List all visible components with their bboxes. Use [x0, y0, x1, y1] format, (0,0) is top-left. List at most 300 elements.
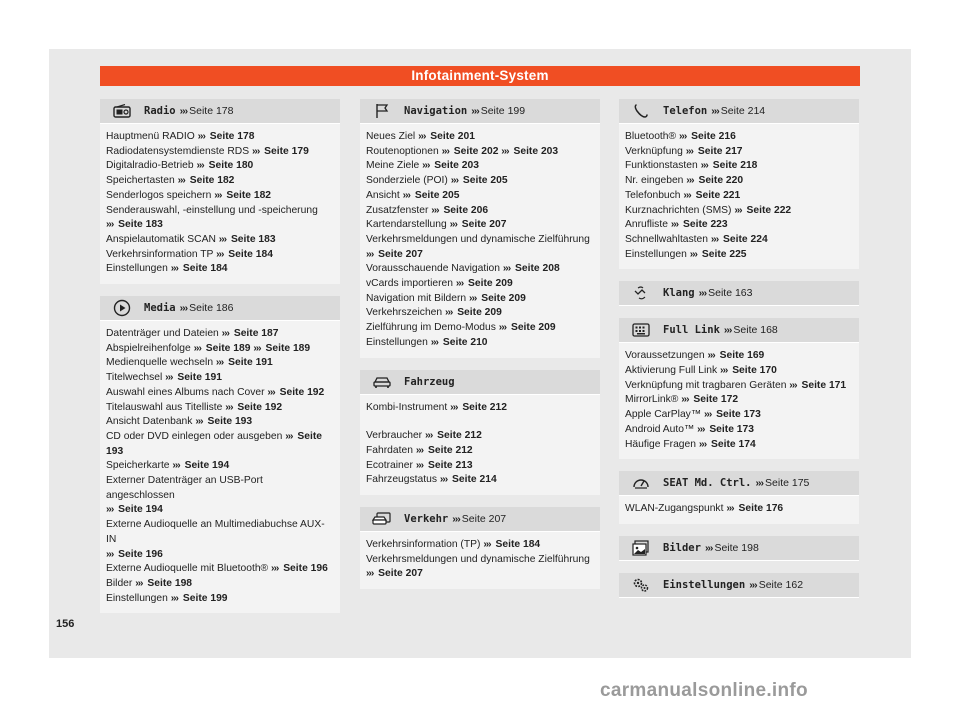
toc-entry-label: Apple CarPlay™ [625, 409, 702, 421]
toc-entry [625, 379, 853, 394]
toc-entry-label: Kombi-Instrument [366, 401, 448, 413]
toc-entry [366, 174, 594, 189]
toc-entry-label: Ansicht Datenbank [106, 416, 193, 428]
page-reference[interactable]: ››› Seite 221 [683, 189, 741, 201]
toc-entry [106, 401, 334, 416]
toc-entry-label: Nr. eingeben [625, 175, 684, 187]
toc-entry [366, 538, 594, 553]
toc-entry [366, 189, 594, 204]
toc-entry-label: Routenoptionen [366, 145, 439, 157]
arrow-glyph: ››› [215, 357, 224, 369]
section-verkehr [360, 507, 600, 589]
toc-entry-label: Bluetooth® [625, 131, 677, 142]
arrow-glyph: ››› [172, 460, 180, 472]
toc-entry-label: Sonderziele (POI) [366, 175, 448, 187]
toc-entry-label: Medienquelle wechseln [106, 357, 214, 369]
toc-entry [625, 174, 853, 189]
toc-entry-label: Einstellungen [366, 336, 428, 348]
arrow-glyph: ››› [450, 401, 458, 413]
toc-entry-label: Speichertasten [106, 175, 175, 187]
toc-entry-label: Zusatzfenster [366, 204, 429, 216]
toc-entry [106, 130, 334, 145]
page-reference[interactable]: ››› Seite 196 [271, 563, 328, 575]
section-name: Radio [144, 105, 176, 117]
section-header [619, 536, 859, 561]
page-reference[interactable]: ››› Seite 184 [170, 263, 228, 275]
page-reference[interactable]: ››› Seite 223 [670, 219, 728, 231]
keyboard-icon [631, 322, 651, 338]
toc-entry [366, 204, 594, 219]
page-reference[interactable]: ››› Seite 201 [418, 131, 475, 142]
arrow-glyph: ››› [106, 548, 114, 560]
arrow-glyph: ››› [789, 379, 797, 391]
toc-entry-label: Android Auto™ [625, 423, 695, 435]
page-reference[interactable]: ››› Seite 207 [366, 248, 423, 260]
toc-entry [106, 459, 334, 474]
section-name: Navigation [404, 105, 468, 117]
toc-entry [366, 553, 594, 582]
toc-entry-label: Auswahl eines Albums nach Cover [106, 386, 265, 398]
page-reference[interactable]: ››› Seite 182 [177, 175, 235, 187]
page-reference[interactable]: ››› Seite 209 [445, 307, 502, 319]
toc-entry [625, 393, 853, 408]
toc-entry [366, 277, 594, 292]
section-name: Verkehr [404, 513, 449, 526]
toc-entry-label: Verknüpfung mit tragbaren Geräten [625, 379, 787, 391]
toc-entry-label: Navigation mit Bildern [366, 292, 467, 304]
toc-entry-label: Verbraucher [366, 430, 423, 442]
toc-entry-label: Neues Ziel [366, 131, 416, 142]
flag-icon [372, 103, 392, 119]
page-reference[interactable]: ››› Seite 198 [135, 577, 193, 589]
page-reference[interactable]: ››› Seite 193 [106, 430, 322, 457]
arrow-glyph: ››› [755, 477, 764, 490]
toc-entry [366, 459, 594, 474]
page-reference[interactable]: ››› Seite 180 [196, 160, 254, 172]
page-reference[interactable]: ››› Seite 222 [734, 204, 792, 216]
phone-icon [631, 103, 651, 119]
toc-entry [106, 189, 334, 204]
section-seatmdctrl [619, 471, 859, 524]
section-einstellungen [619, 573, 859, 598]
arrow-glyph: ››› [418, 131, 426, 142]
toc-entry [106, 145, 334, 160]
arrow-glyph: ››› [177, 175, 185, 187]
gauge-icon [631, 475, 651, 491]
section-header [100, 99, 340, 124]
arrow-glyph: ››› [196, 160, 204, 172]
arrow-glyph: ››› [439, 474, 448, 486]
toc-entry-label: Ecotrainer [366, 459, 413, 471]
page-reference[interactable]: ››› Seite 217 [685, 145, 743, 157]
arrow-glyph: ››› [683, 189, 691, 201]
toc-entry [106, 562, 334, 577]
toc-entry [106, 577, 334, 592]
arrow-glyph: ››› [193, 342, 201, 354]
toc-entry [625, 233, 853, 248]
arrow-glyph: ››› [502, 263, 511, 275]
arrow-glyph: ››› [225, 401, 233, 413]
page-reference[interactable]: ››› Seite 191 [215, 357, 273, 369]
toc-entry [625, 130, 853, 145]
toc-entry [106, 356, 334, 371]
page-reference[interactable]: ››› Seite 209 [455, 278, 513, 290]
page-reference[interactable]: ››› Seite 207 [366, 568, 423, 580]
toc-entry [625, 145, 853, 160]
play-icon [112, 300, 132, 316]
page-reference[interactable]: ››› Seite 212 [415, 444, 473, 456]
toc-entry-label: Bilder [106, 577, 133, 589]
toc-entry-label: Aktivierung Full Link [625, 365, 718, 377]
section-header [619, 471, 859, 496]
page-reference[interactable]: ››› Seite 202 [441, 145, 499, 157]
section-header [619, 99, 859, 124]
toc-entry-label: Radiodatensystemdienste RDS [106, 145, 250, 157]
section-name: SEAT Md. Ctrl. [663, 477, 752, 490]
arrow-glyph: ››› [686, 175, 694, 187]
page-reference[interactable]: ››› Seite 189 [193, 342, 251, 354]
page-reference[interactable]: ››› Seite 224 [710, 233, 768, 245]
page-reference[interactable]: ››› Seite 206 [431, 204, 489, 216]
section-ref[interactable]: ››› Seite 175 [755, 477, 810, 490]
arrow-glyph: ››› [170, 263, 178, 275]
toc-entry [106, 248, 334, 263]
page-reference[interactable]: ››› Seite 182 [214, 189, 272, 201]
toc-entry-label: Hauptmenü RADIO [106, 131, 195, 142]
toc-entry-label: Verkehrszeichen [366, 307, 443, 319]
page-reference[interactable]: ››› Seite 225 [689, 248, 747, 260]
section-ref[interactable]: ››› Seite 162 [749, 578, 804, 591]
section-fahrzeug [360, 370, 600, 496]
column-left [100, 99, 340, 625]
section-ref[interactable]: ››› Seite 207 [452, 513, 507, 526]
section-name: Media [144, 302, 176, 315]
section-body [360, 395, 600, 496]
toc-entry-label: Kurznachrichten (SMS) [625, 204, 732, 216]
arrow-glyph: ››› [501, 145, 509, 157]
toc-entry-label: Telefonbuch [625, 189, 681, 201]
arrow-glyph: ››› [402, 189, 410, 201]
arrow-glyph: ››› [469, 292, 477, 304]
spacer [366, 415, 594, 429]
page-reference[interactable]: ››› Seite 216 [678, 131, 736, 142]
section-header [360, 370, 600, 395]
toc-entry-label: Einstellungen [625, 248, 687, 260]
page-reference[interactable]: ››› Seite 170 [720, 365, 777, 377]
page-reference[interactable]: ››› Seite 212 [450, 401, 507, 413]
section-media [100, 296, 340, 613]
section-ref[interactable]: ››› Seite 198 [704, 541, 759, 554]
arrow-glyph: ››› [106, 504, 114, 516]
arrow-glyph: ››› [450, 175, 459, 187]
section-ref[interactable]: ››› Seite 168 [723, 324, 778, 337]
toc-entry [366, 444, 594, 459]
section-name: Einstellungen [663, 578, 746, 591]
page-reference[interactable]: ››› Seite 193 [195, 416, 253, 428]
toc-entry-label: Externe Audioquelle an Multimediabuchse AUX-IN [106, 519, 325, 545]
toc-entry [366, 262, 594, 277]
toc-entry-label: Funktionstasten [625, 160, 698, 172]
arrow-glyph: ››› [726, 503, 734, 515]
arrow-glyph: ››› [711, 105, 719, 117]
toc-entry [366, 429, 594, 444]
section-ref[interactable]: ››› Seite 178 [179, 105, 234, 117]
toc-entry-label: Verkehrsinformation TP [106, 248, 214, 260]
section-header [360, 99, 600, 124]
toc-entry-label: Verkehrsmeldungen und dynamische Zielführung [366, 553, 590, 565]
page-reference[interactable]: ››› Seite 192 [267, 386, 325, 398]
toc-entry [625, 159, 853, 174]
arrow-glyph: ››› [704, 409, 712, 421]
toc-entry [106, 386, 334, 401]
picture-icon [631, 540, 651, 556]
arrow-glyph: ››› [455, 278, 464, 290]
arrow-glyph: ››› [267, 386, 275, 398]
arrow-glyph: ››› [678, 131, 687, 142]
column-right [619, 99, 859, 610]
section-navigation [360, 99, 600, 358]
toc-entry [625, 189, 853, 204]
settings-gears-icon [631, 577, 651, 593]
arrow-glyph: ››› [214, 189, 222, 201]
section-ref[interactable]: ››› Seite 199 [471, 105, 526, 117]
arrow-glyph: ››› [685, 145, 693, 157]
page-reference[interactable]: ››› Seite 173 [704, 409, 761, 421]
arrow-glyph: ››› [253, 342, 261, 354]
arrow-glyph: ››› [720, 365, 728, 377]
page-reference[interactable]: ››› Seite 209 [469, 292, 526, 304]
column-middle [360, 99, 600, 601]
arrow-glyph: ››› [698, 438, 707, 450]
section-name: Bilder [663, 541, 701, 554]
section-bilder [619, 536, 859, 561]
toc-entry [106, 233, 334, 248]
page-reference[interactable]: ››› Seite 220 [686, 175, 744, 187]
arrow-glyph: ››› [431, 204, 439, 216]
arrow-glyph: ››› [707, 350, 715, 362]
section-body [100, 124, 340, 284]
toc-entry [366, 473, 594, 488]
arrow-glyph: ››› [366, 248, 374, 260]
section-body [100, 321, 340, 613]
toc-entry [625, 423, 853, 438]
toc-entry [106, 592, 334, 607]
page-reference[interactable]: ››› Seite 214 [439, 474, 497, 486]
toc-entry [625, 408, 853, 423]
toc-entry-label: Anrufliste [625, 219, 668, 231]
arrow-glyph: ››› [445, 307, 453, 319]
toc-entry-label: Titelauswahl aus Titelliste [106, 401, 223, 413]
toc-entry-label: Externer Datenträger an USB-Port angeschlossen [106, 475, 263, 501]
page-reference[interactable]: ››› Seite 194 [172, 460, 230, 472]
page-reference[interactable]: ››› Seite 189 [253, 342, 311, 354]
toc-entry [366, 401, 594, 416]
toc-entry-label: Kartendarstellung [366, 219, 447, 231]
section-telefon [619, 99, 859, 269]
arrow-glyph: ››› [415, 444, 424, 456]
page-reference[interactable]: ››› Seite 209 [498, 322, 556, 334]
toc-entry-label: Externe Audioquelle mit Bluetooth® [106, 563, 269, 575]
toc-entry-label: Vorausschauende Navigation [366, 263, 500, 275]
page-reference[interactable]: ››› Seite 192 [225, 401, 283, 413]
arrow-glyph: ››› [452, 513, 460, 526]
toc-entry-label: Verkehrsinformation (TP) [366, 539, 481, 551]
section-ref[interactable]: ››› Seite 186 [179, 302, 234, 315]
toc-entry [106, 415, 334, 430]
toc-entry-label: Datenträger und Dateien [106, 328, 219, 340]
arrow-glyph: ››› [704, 541, 713, 554]
arrow-glyph: ››› [710, 233, 719, 245]
toc-entry [625, 438, 853, 453]
toc-entry-label: Einstellungen [106, 592, 168, 604]
section-name: Telefon [663, 105, 708, 117]
page-reference[interactable]: ››› Seite 174 [698, 438, 756, 450]
arrow-glyph: ››› [415, 459, 424, 471]
toc-entry [625, 502, 853, 517]
page-reference[interactable]: ››› Seite 176 [726, 503, 784, 515]
page-reference[interactable]: ››› Seite 183 [106, 219, 163, 231]
toc-entry-label: Abspielreihenfolge [106, 342, 191, 354]
section-header [619, 281, 859, 306]
toc-entry [625, 248, 853, 263]
toc-entry-label: Anspielautomatik SCAN [106, 233, 216, 245]
page-reference[interactable]: ››› Seite 203 [501, 145, 559, 157]
arrow-glyph: ››› [251, 145, 260, 157]
toc-entry-label: Schnellwahltasten [625, 233, 708, 245]
toc-entry-label: Fahrzeugstatus [366, 474, 437, 486]
section-body [619, 124, 859, 269]
page-reference[interactable]: ››› Seite 183 [218, 233, 276, 245]
page-reference[interactable]: ››› Seite 171 [789, 379, 847, 391]
arrow-glyph: ››› [195, 416, 203, 428]
toc-entry [366, 292, 594, 307]
page-reference[interactable]: ››› Seite 205 [450, 175, 508, 187]
page-reference[interactable]: ››› Seite 213 [415, 459, 473, 471]
toc-entry-label: Meine Ziele [366, 160, 420, 172]
arrow-glyph: ››› [221, 328, 229, 340]
section-header [619, 318, 859, 343]
arrow-glyph: ››› [697, 423, 705, 435]
page-reference[interactable]: ››› Seite 199 [170, 592, 228, 604]
toc-entry [366, 321, 594, 336]
page-reference[interactable]: ››› Seite 218 [700, 160, 758, 172]
arrow-glyph: ››› [179, 302, 188, 315]
toc-entry-label: Digitalradio-Betrieb [106, 160, 194, 172]
toc-entry [106, 474, 334, 518]
arrow-glyph: ››› [422, 160, 430, 172]
section-body [619, 496, 859, 524]
page-reference[interactable]: ››› Seite 173 [697, 423, 754, 435]
page-reference[interactable]: ››› Seite 210 [430, 336, 488, 348]
arrow-glyph: ››› [441, 145, 449, 157]
section-header [100, 296, 340, 321]
toc-entry [106, 342, 334, 357]
toc-entry-label: CD oder DVD einlegen oder ausgeben [106, 430, 283, 442]
page-reference[interactable]: ››› Seite 196 [106, 548, 163, 560]
section-header [360, 507, 600, 532]
page-reference[interactable]: ››› Seite 212 [424, 430, 482, 442]
toc-entry [625, 364, 853, 379]
arrow-glyph: ››› [197, 131, 205, 142]
toc-entry [106, 518, 334, 562]
toc-entry [366, 218, 594, 233]
toc-entry-label: Titelwechsel [106, 372, 163, 384]
toc-entry [366, 306, 594, 321]
watermark: carmanualsonline.info [600, 680, 808, 701]
arrow-glyph: ››› [749, 578, 757, 591]
page-reference[interactable]: ››› Seite 169 [707, 350, 765, 362]
arrow-glyph: ››› [216, 248, 224, 260]
toc-entry [625, 218, 853, 233]
toc-entry [106, 430, 334, 459]
arrow-glyph: ››› [723, 324, 732, 337]
section-ref[interactable]: ››› Seite 163 [698, 287, 753, 300]
toc-entry [106, 327, 334, 342]
toc-entry-label: Einstellungen [106, 263, 168, 275]
toc-entry [366, 336, 594, 351]
section-name: Fahrzeug [404, 375, 455, 388]
toc-entry-label: WLAN-Zugangspunkt [625, 503, 724, 515]
toc-entry [625, 349, 853, 364]
toc-entry-label: Senderauswahl, -einstellung und -speicherung [106, 204, 318, 216]
section-fulllink [619, 318, 859, 459]
page-reference[interactable]: ››› Seite 178 [197, 131, 255, 142]
arrow-glyph: ››› [681, 394, 689, 406]
toc-entry [366, 145, 594, 160]
toc-entry-label: Speicherkarte [106, 460, 170, 472]
page-reference[interactable]: ››› Seite 184 [483, 539, 541, 551]
page-reference[interactable]: ››› Seite 172 [681, 394, 739, 406]
toc-entry [106, 262, 334, 277]
toc-entry-label: Senderlogos speichern [106, 189, 212, 201]
page-reference[interactable]: ››› Seite 187 [221, 328, 279, 340]
page-reference[interactable]: ››› Seite 194 [106, 504, 163, 516]
toc-entry-label: Ansicht [366, 189, 400, 201]
page-reference[interactable]: ››› Seite 207 [449, 219, 507, 231]
page-reference[interactable]: ››› Seite 205 [402, 189, 460, 201]
page-reference[interactable]: ››› Seite 191 [165, 372, 222, 384]
toc-entry-label: Voraussetzungen [625, 350, 705, 362]
section-name: Klang [663, 287, 695, 300]
arrow-glyph: ››› [366, 568, 374, 580]
section-name: Full Link [663, 324, 720, 337]
toc-entry [106, 159, 334, 174]
arrow-glyph: ››› [271, 563, 279, 575]
toc-entry-label: MirrorLink® [625, 394, 679, 406]
section-header [619, 573, 859, 598]
toc-entry-label: Häufige Fragen [625, 438, 696, 450]
arrow-glyph: ››› [170, 592, 178, 604]
arrow-glyph: ››› [698, 287, 707, 300]
arrow-glyph: ››› [689, 248, 697, 260]
car-icon [372, 374, 392, 390]
page-reference[interactable]: ››› Seite 208 [502, 263, 560, 275]
radio-icon [112, 103, 132, 119]
section-ref[interactable]: ››› Seite 214 [711, 105, 766, 117]
page-reference[interactable]: ››› Seite 184 [216, 248, 273, 260]
toc-entry [366, 233, 594, 262]
page-title: Infotainment-System [100, 66, 860, 86]
toc-entry-label: Zielführung im Demo-Modus [366, 322, 496, 334]
arrow-glyph: ››› [135, 577, 143, 589]
toc-entry [106, 204, 334, 233]
page-reference[interactable]: ››› Seite 203 [422, 160, 479, 172]
toc-entry [366, 130, 594, 145]
section-body [360, 532, 600, 589]
page-reference[interactable]: ››› Seite 179 [251, 145, 309, 157]
arrow-glyph: ››› [285, 430, 293, 442]
arrow-glyph: ››› [498, 322, 507, 334]
